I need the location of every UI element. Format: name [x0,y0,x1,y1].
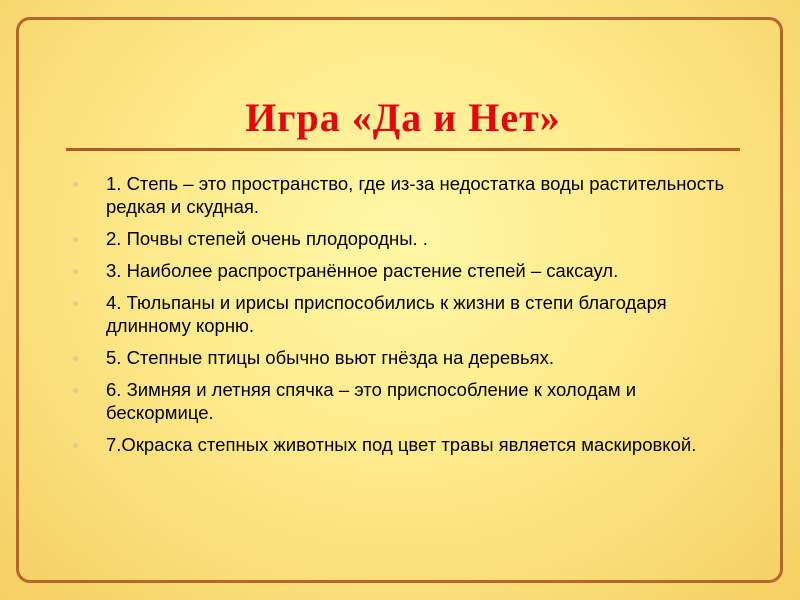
list-item [70,291,742,337]
title-underline [66,148,740,151]
list-item-text: 4. Тюльпаны и ирисы приспособились к жизни в степи благодаря длинному корню. [106,292,667,336]
bullet-icon [73,356,78,361]
list-item-text: 7.Окраска степных животных под цвет травы является маскировкой. [106,434,697,455]
list-item [70,259,742,282]
bullet-icon [73,388,78,393]
list-item [70,227,742,250]
bullet-list [70,172,742,465]
bullet-icon [73,301,78,306]
slide-title: Игра «Да и Нет» [245,95,561,140]
list-item-text: 6. Зимняя и летняя спячка – это приспособление к холодам и бескормице. [106,379,637,423]
list-item [70,433,742,456]
list-item-text: 1. Степь – это пространство, где из-за недостатка воды растительность редкая и скудная. [106,173,725,217]
list-item [70,172,742,218]
bullet-icon [73,443,78,448]
list-item-text: 3. Наиболее распространённое растение степей – саксаул. [106,260,619,281]
list-item [70,378,742,424]
bullet-icon [73,269,78,274]
list-item-text: 5. Степные птицы обычно вьют гнёзда на деревьях. [106,347,555,368]
bullet-icon [73,237,78,242]
bullet-icon [73,182,78,187]
list-item [70,346,742,369]
list-item-text: 2. Почвы степей очень плодородны. . [106,228,428,249]
